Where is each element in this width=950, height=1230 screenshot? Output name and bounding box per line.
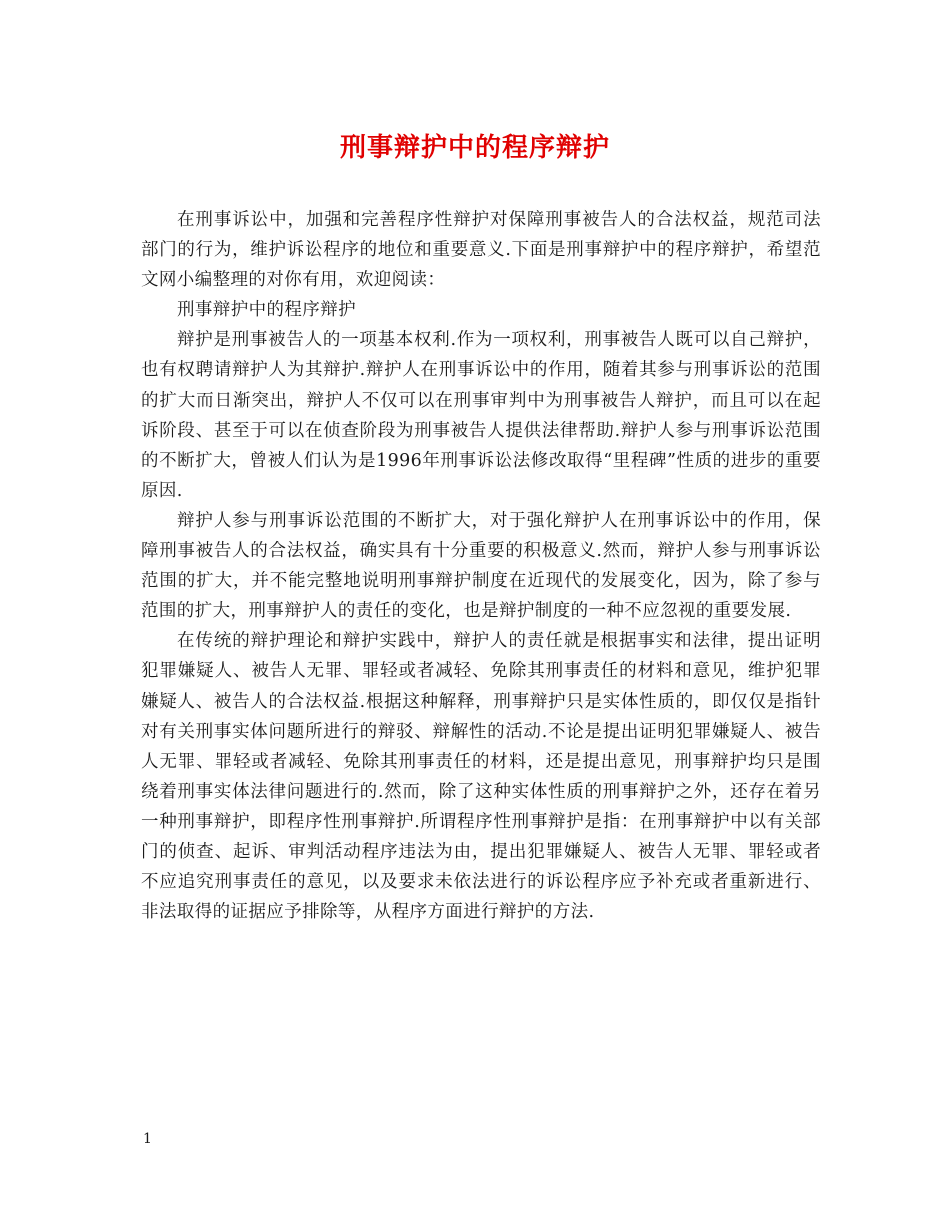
paragraph-subtitle: 刑事辩护中的程序辩护 [177,300,356,321]
paragraph-procedural-defense: 在传统的辩护理论和辩护实践中，辩护人的责任就是根据事实和法律，提出证明犯罪嫌疑人、被告人无罪、罪轻或者减轻、免除其刑事责任的材料和意见，维护犯罪嫌疑人、被告人的合法权益.根据这种解释，刑事辩护只是实体性质的，即仅仅是指针对有关刑事实体问题所进行的辩驳、辩解性的活动.不论是提出证明犯罪嫌疑人、被告人无罪、罪轻或者减轻、免除其刑事责任的材料，还是提出意见，刑事辩护均只是围绕着刑事实体法律问题进行的.然而，除了这种实体性质的刑事辩护之外，还存在着另一种刑事辩护，即程序性刑事辩护.所谓程序性刑事辩护是指：在刑事辩护中以有关部门的侦查、起诉、审判活动程序违法为由，提出犯罪嫌疑人、被告人无罪、罪轻或者不应追究刑事责任的意见，以及要求未依法进行的诉讼程序应予补充或者重新进行、非法取得的证据应予排除等，从程序方面进行辩护的方法. [141,631,821,923]
document-title: 刑事辩护中的程序辩护 [339,133,610,163]
document-body [141,205,821,927]
paragraph-intro: 在刑事诉讼中，加强和完善程序性辩护对保障刑事被告人的合法权益，规范司法部门的行为，维护诉讼程序的地位和重要意义.下面是刑事辩护中的程序辩护，希望范文网小编整理的对你有用，欢迎阅读： [141,210,821,291]
page-number: 1 [143,1131,152,1147]
paragraph-scope-expansion: 辩护人参与刑事诉讼范围的不断扩大，对于强化辩护人在刑事诉讼中的作用，保障刑事被告人的合法权益，确实具有十分重要的积极意义.然而，辩护人参与刑事诉讼范围的扩大，并不能完整地说明刑事辩护制度在近现代的发展变化，因为，除了参与范围的扩大，刑事辩护人的责任的变化，也是辩护制度的一种不应忽视的重要发展. [141,510,821,622]
paragraph-right-of-defense: 辩护是刑事被告人的一项基本权利.作为一项权利，刑事被告人既可以自己辩护，也有权聘请辩护人为其辩护.辩护人在刑事诉讼中的作用，随着其参与刑事诉讼的范围的扩大而日渐突出，辩护人不仅可以在刑事审判中为刑事被告人辩护，而且可以在起诉阶段、甚至于可以在侦查阶段为刑事被告人提供法律帮助.辩护人参与刑事诉讼范围的不断扩大，曾被人们认为是1996年刑事诉讼法修改取得“里程碑”性质的进步的重要原因. [141,330,821,501]
